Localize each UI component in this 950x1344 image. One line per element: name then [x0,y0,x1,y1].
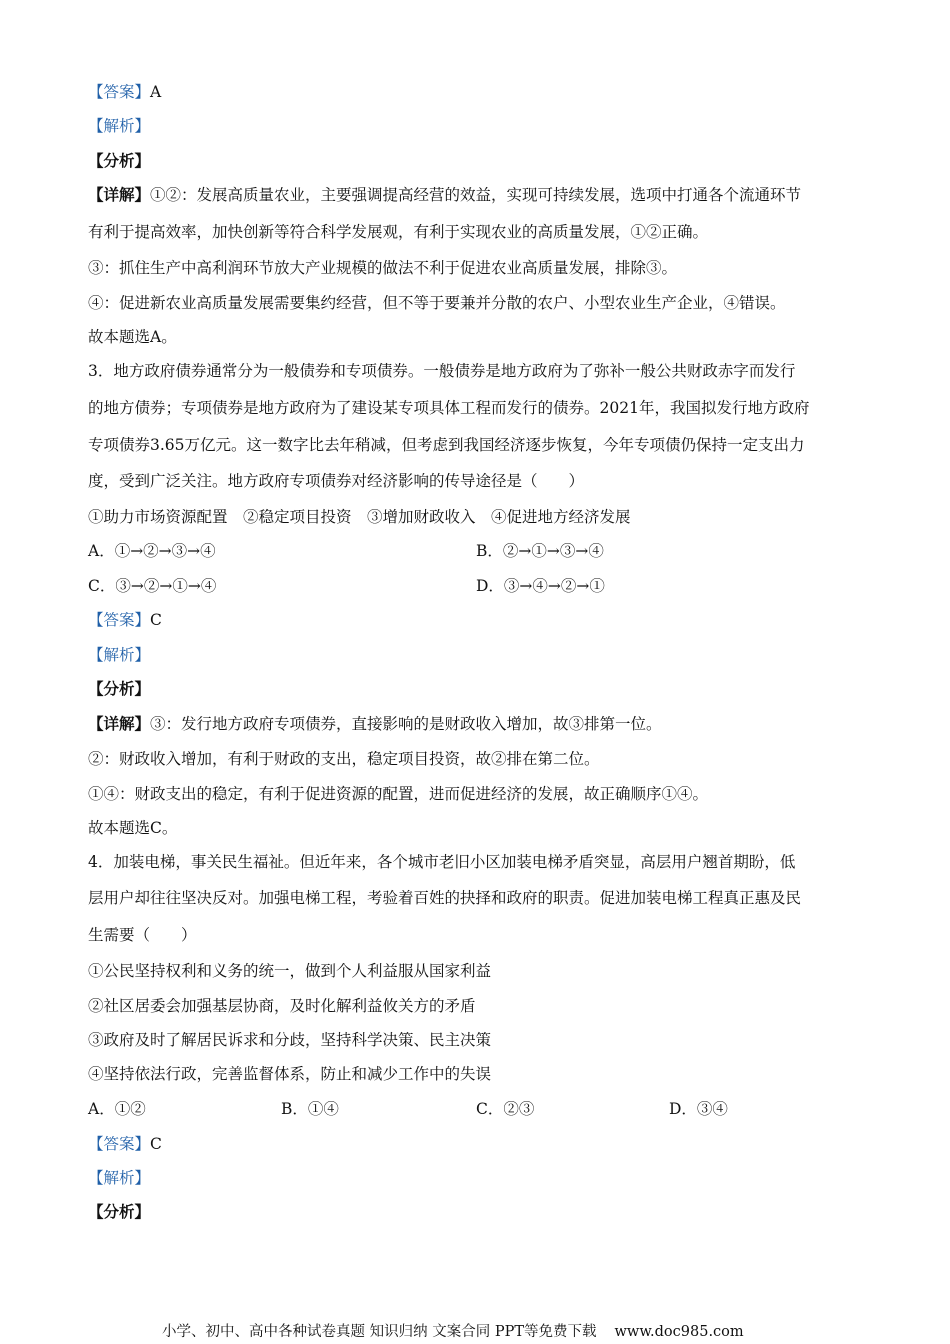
q4-stem-line-0: 4．加装电梯，事关民生福祉。但近年来，各个城市老旧小区加装电梯矛盾突显，高层用户翘首期盼，低 [88,853,796,871]
q2-detail-line-0: 【详解】①②：发展高质量农业，主要强调提高经营的效益，实现可持续发展，选项中打通各个流通环节 [88,185,802,204]
q2-detail-line-3: ④：促进新农业高质量发展需要集约经营，但不等于要兼并分散的农户、小型农业生产企业，④错误。 [88,294,786,312]
q2-jiexi-tag: 【解析】 [88,117,151,135]
q3-option-b: B．②→①→③→④ [476,542,604,560]
q3-stem-line-3: 度，受到广泛关注。地方政府专项债券对经济影响的传导途径是（ ） [88,472,585,490]
q4-answer-line [88,1133,162,1155]
q3-answer-line [88,609,162,631]
q4-option-c: C．②③ [476,1100,535,1118]
q4-stem-line-1: 层用户却往往坚决反对。加强电梯工程，考验着百姓的抉择和政府的职责。促进加装电梯工程真正惠及民 [88,889,802,907]
detail-tag: 【详解】 [88,714,151,733]
q4-option-b: B．①④ [281,1100,339,1118]
q2-answer-line [88,81,161,103]
q3-option-a: A．①→②→③→④ [88,542,216,560]
q4-option-a: A．①② [88,1100,146,1118]
q3-option-c: C．③→②→①→④ [88,577,217,595]
q4-item-1: ①公民坚持权利和义务的统一，做到个人利益服从国家利益 [88,962,492,980]
q2-fenxi-tag: 【分析】 [88,151,151,170]
footer-text: 小学、初中、高中各种试卷真题 知识归纳 文案合同 PPT等免费下载 [162,1324,597,1340]
q2-detail-line-1: 有利于提高效率，加快创新等符合科学发展观，有利于实现农业的高质量发展，①②正确。 [88,223,709,241]
page-footer [162,1322,744,1342]
q4-stem-line-2: 生需要（ ） [88,926,197,944]
q2-detail-line-4: 故本题选A。 [88,328,177,346]
q3-detail-line-1: ②：财政收入增加，有利于财政的支出，稳定项目投资，故②排在第二位。 [88,750,600,768]
q3-stem-line-0: 3．地方政府债券通常分为一般债券和专项债券。一般债券是地方政府为了弥补一般公共财政赤字而发行 [88,362,796,380]
q4-jiexi-tag: 【解析】 [88,1169,151,1187]
q4-fenxi-tag: 【分析】 [88,1202,151,1221]
q4-answer-value: C [150,1135,162,1153]
q3-fenxi-tag: 【分析】 [88,679,151,698]
answer-tag: 【答案】 [88,1135,151,1153]
q3-detail-line-2: ①④：财政支出的稳定，有利于促进资源的配置，进而促进经济的发展，故正确顺序①④。 [88,785,709,803]
q3-items: ①助力市场资源配置 ②稳定项目投资 ③增加财政收入 ④促进地方经济发展 [88,508,631,526]
q3-stem-line-1: 的地方债券；专项债券是地方政府为了建设某专项具体工程而发行的债券。2021年，我国拟发行地方政府 [88,399,810,417]
answer-tag: 【答案】 [88,611,151,629]
detail-tag: 【详解】 [88,185,151,204]
q3-answer-value: C [150,611,162,629]
q2-detail-line-2: ③：抓住生产中高利润环节放大产业规模的做法不利于促进农业高质量发展，排除③。 [88,259,678,277]
q2-answer-value: A [150,83,162,101]
q3-detail-line-0: 【详解】③：发行地方政府专项债券，直接影响的是财政收入增加，故③排第一位。 [88,714,662,733]
footer-site-link[interactable]: www.doc985.com [614,1324,744,1340]
q4-item-4: ④坚持依法行政，完善监督体系，防止和减少工作中的失误 [88,1065,492,1083]
q4-option-d: D．③④ [669,1100,728,1118]
q3-jiexi-tag: 【解析】 [88,646,151,664]
q4-item-3: ③政府及时了解居民诉求和分歧，坚持科学决策、民主决策 [88,1031,492,1049]
q4-item-2: ②社区居委会加强基层协商，及时化解利益攸关方的矛盾 [88,997,476,1015]
q3-detail-line-3: 故本题选C。 [88,819,178,837]
q3-stem-line-2: 专项债券3.65万亿元。这一数字比去年稍减，但考虑到我国经济逐步恢复，今年专项债仍保持一定支出力 [88,436,805,454]
answer-tag: 【答案】 [88,83,151,101]
q3-option-d: D．③→④→②→① [476,577,605,595]
